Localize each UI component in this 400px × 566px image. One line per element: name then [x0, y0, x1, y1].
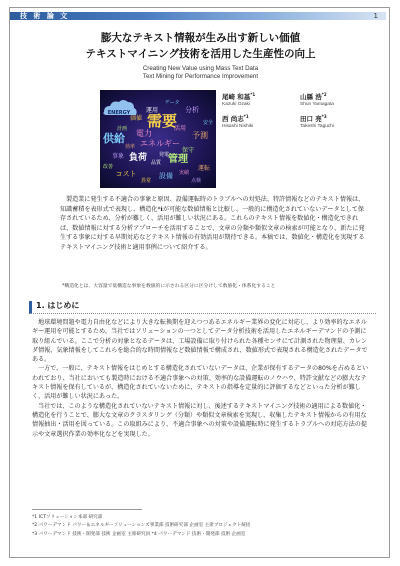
footnote-3: *3 パワーデマンド 技術・開発部 技術 企画室 主席研究員 *4 パワーデマンド 技術・開発部 技術 企画室 — [32, 531, 246, 537]
cloud-word: 安全 — [202, 120, 214, 126]
author-3 — [222, 114, 253, 129]
page-number: 1 — [373, 12, 378, 20]
cloud-word: 事象 — [111, 153, 125, 160]
cloud-word: 電力 — [136, 129, 152, 138]
abstract-paragraph: 製造業に発生する不適合の事象と原因、設備運転時のトラブルへの対処法、特許情報などのテキスト情報は、知識蓄積を表形式で表現し、構造化*ℹが可能な数値情報と比較し、一般的に構造化されていないデータとして保存されているため、分析が難しく、活用が難しい状況にある。これらのテキスト情報を数値化・構造化できれば、数値情報に対する分析アプローチを活用することで、文章の分類や類似文章の検索が可能となり、新たに発生する事象に対する早期対応などテキスト情報の有効活用が期待できる。本稿では、数値化・構造化を実現するテキストマイニング技術と適用事例について紹介する。 — [60, 196, 365, 251]
title-en-line-2: Text Mining for Performance Improvement — [142, 73, 259, 80]
author-4-name-en: Takeshi Taguchi — [300, 124, 335, 130]
author-4-sup: *3 — [321, 114, 327, 119]
section-1-paragraph-3: 当社では、このような構造化されていないテキスト情報に対し、後述するテキストマイニング技術の適用による数値化・構造化を行うことで、膨大な文章のクラスタリング（分類）や類似文章検索を実現し、収集したテキスト情報からの有用な情報抽出・活用を図っている。この取組みにより、不適合事象への対策や設備運転時に発生するトラブルへの対応方法の提示や文章選択作業の効率化などを実現した。 — [32, 402, 367, 438]
cloud-word: 効率 — [124, 144, 136, 150]
paper-page — [9, 7, 390, 558]
header-band — [10, 8, 386, 22]
cloud-word: 運転 — [197, 165, 211, 172]
cloud-word: コスト — [115, 170, 137, 178]
cloud-word: 設備 — [159, 172, 173, 180]
author-2 — [300, 92, 334, 107]
footnote-1: *1 ICTソリューション本部 研究部 — [32, 515, 103, 520]
logo-sub: Cloud — [114, 117, 124, 121]
author-2-name: 山縣 浩 — [300, 93, 322, 102]
cloud-word: 品質 — [150, 160, 162, 166]
cloud-word: 実績 — [178, 170, 190, 176]
author-3-sup: *1 — [243, 114, 249, 119]
cloud-word: 管理 — [168, 154, 188, 165]
cloud-word: 活用 — [173, 125, 187, 132]
logo-word: ENERGY — [107, 110, 131, 116]
footnote-rule — [32, 509, 142, 510]
author-4-name: 田口 亮 — [300, 115, 322, 124]
cloud-word: 分析 — [185, 106, 199, 114]
author-3-name-en: Hisashi Nishiki — [222, 124, 254, 130]
cloud-word: 異常 — [140, 178, 152, 184]
title-en-line-1: Creating New Value using Mass Text Data — [142, 65, 259, 72]
author-1-sup: *1 — [250, 92, 256, 97]
cloud-word: 需要 — [146, 112, 178, 130]
footnotes — [32, 514, 372, 539]
author-2-sup: *2 — [321, 92, 327, 97]
section-1-paragraph-1: 地球環境問題や電力自由化などにより大きな転換期を迎えつつあるエネルギー業界の変化に対応し、より効率的なエネルギー運用を可能とするため、当社ではソリューションの一つとしてデータ分析技術を活用したエネルギーデマンドの予測に取り組んでいる。ここで分析の対象となるデータは、工場設備に取り付けられた各種センサにて計測された物理量、カレンダ情報、気象情報をしてこれらを総合的な時間情報など数値情報で構成され、数値形式で表現される構造化されたデータである。 — [32, 319, 368, 364]
author-1-name-en: Kazuki Ozaki — [222, 102, 250, 108]
section-label: 技 術 論 文 — [20, 12, 70, 20]
title-line-2: テキストマイニング技術を活用した生産性の向上 — [85, 48, 316, 60]
author-1 — [222, 92, 255, 107]
title-line-1: 膨大なテキスト情報が生み出す新しい価値 — [100, 32, 301, 44]
word-cloud-figure — [100, 90, 216, 188]
cloud-word: 計画 — [116, 126, 128, 132]
author-4 — [300, 114, 334, 129]
cloud-word: エネルギー — [140, 139, 180, 148]
abstract — [60, 195, 365, 253]
footnote-2: *2 パワーデマンド パワー＆エネルギーソリューションズ事業部 技術研究部 企画室 主席プロジェクト統括 — [32, 523, 251, 529]
section-1-body — [32, 318, 370, 439]
section-1-heading: 1. はじめに — [29, 301, 376, 314]
cloud-word: 発電 — [158, 152, 170, 158]
cloud-word: 価値 — [129, 115, 143, 122]
cloud-word: データ — [164, 100, 180, 106]
cloud-word: 負荷 — [128, 153, 148, 163]
cloud-word: 点検 — [190, 178, 202, 184]
cloud-word: 予測 — [192, 131, 208, 140]
cloud-word: 保守 — [181, 147, 195, 154]
section-1-paragraph-2: 一方で、一般に、テキスト情報をはじめとする構造化されていないデータは、企業が保有するデータの80%を占めるといわれており、当社においても製造時における不適合事象への対策、効率的な設備運転のノウハウ、特許文献などの膨大なテキスト情報を保有しているが、構造化されていないために、テキストの指導を定量的に評価するなどといった分析が難しく、活用が難しい状況にあった。 — [32, 365, 369, 401]
author-1-name: 尾崎 和基 — [222, 93, 251, 102]
author-2-name-en: Shun Yamagata — [300, 102, 334, 108]
cloud-word: 改善 — [102, 164, 114, 170]
cloud-word: 運用 — [145, 107, 159, 114]
author-3-name: 西 尚志 — [222, 115, 244, 124]
abstract-note: *構造化とは、大容量で低構造な事象を数値的に示される区分に区分けして数値化・体系化すること — [62, 284, 276, 289]
cloud-word: 供給 — [103, 132, 125, 145]
